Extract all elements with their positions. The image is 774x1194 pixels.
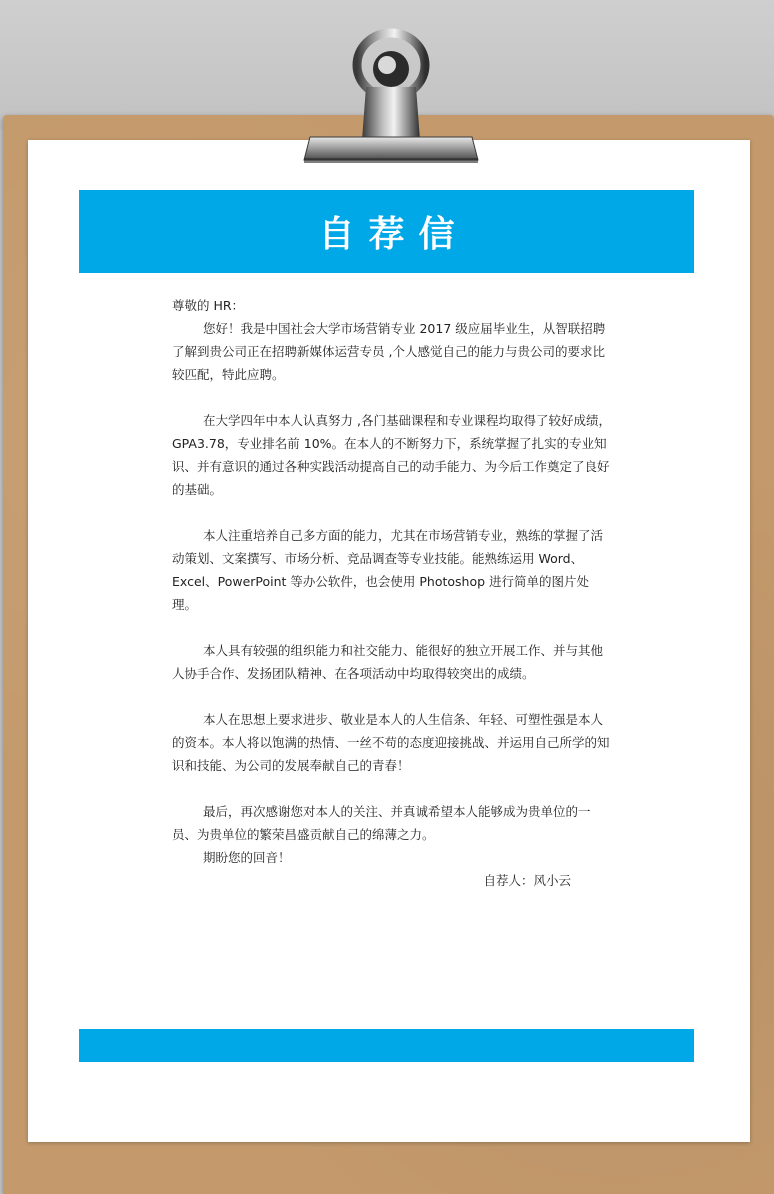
paragraph-thanks: 最后，再次感谢您对本人的关注、并真诚希望本人能够成为贵单位的一员、为贵单位的繁荣昌盛贡献自己的绵薄之力。 (172, 804, 591, 842)
page-title: 自荐信 (79, 190, 694, 273)
closing-line: 期盼您的回音！ (203, 850, 291, 865)
paragraph-intro: 您好！我是中国社会大学市场营销专业 2017 级应届毕业生，从智联招聘了解到贵公司正在招聘新媒体运营专员 ,个人感觉自己的能力与贵公司的要求比较匹配，特此应聘。 (172, 321, 606, 382)
footer-bar (79, 1029, 694, 1062)
letter-body (172, 294, 614, 892)
signature: 自荐人：风小云 (483, 873, 571, 888)
paragraph-attitude: 本人在思想上要求进步、敬业是本人的人生信条、年轻、可塑性强是本人的资本。本人将以饱满的热情、一丝不苟的态度迎接挑战、并运用自己所学的知识和技能、为公司的发展奉献自己的青春！ (172, 712, 610, 773)
greeting: 尊敬的 HR： (172, 298, 245, 313)
binder-clip-icon (296, 25, 486, 175)
paragraph-skills: 本人注重培养自己多方面的能力，尤其在市场营销专业，熟练的掌握了活动策划、文案撰写、市场分析、竞品调查等专业技能。能熟练运用 Word、Excel、PowerPoint 等办公软件，也会使用 Photoshop 进行简单的图片处理。 (172, 528, 604, 612)
paragraph-teamwork: 本人具有较强的组织能力和社交能力、能很好的独立开展工作、并与其他人协手合作、发扬团队精神、在各项活动中均取得较突出的成绩。 (172, 643, 604, 681)
paragraph-education: 在大学四年中本人认真努力 ,各门基础课程和专业课程均取得了较好成绩，GPA3.78，专业排名前 10%。在本人的不断努力下，系统掌握了扎实的专业知识、并有意识的通过各种实践活动提高自己的动手能力、为今后工作奠定了良好的基础。 (172, 413, 611, 497)
